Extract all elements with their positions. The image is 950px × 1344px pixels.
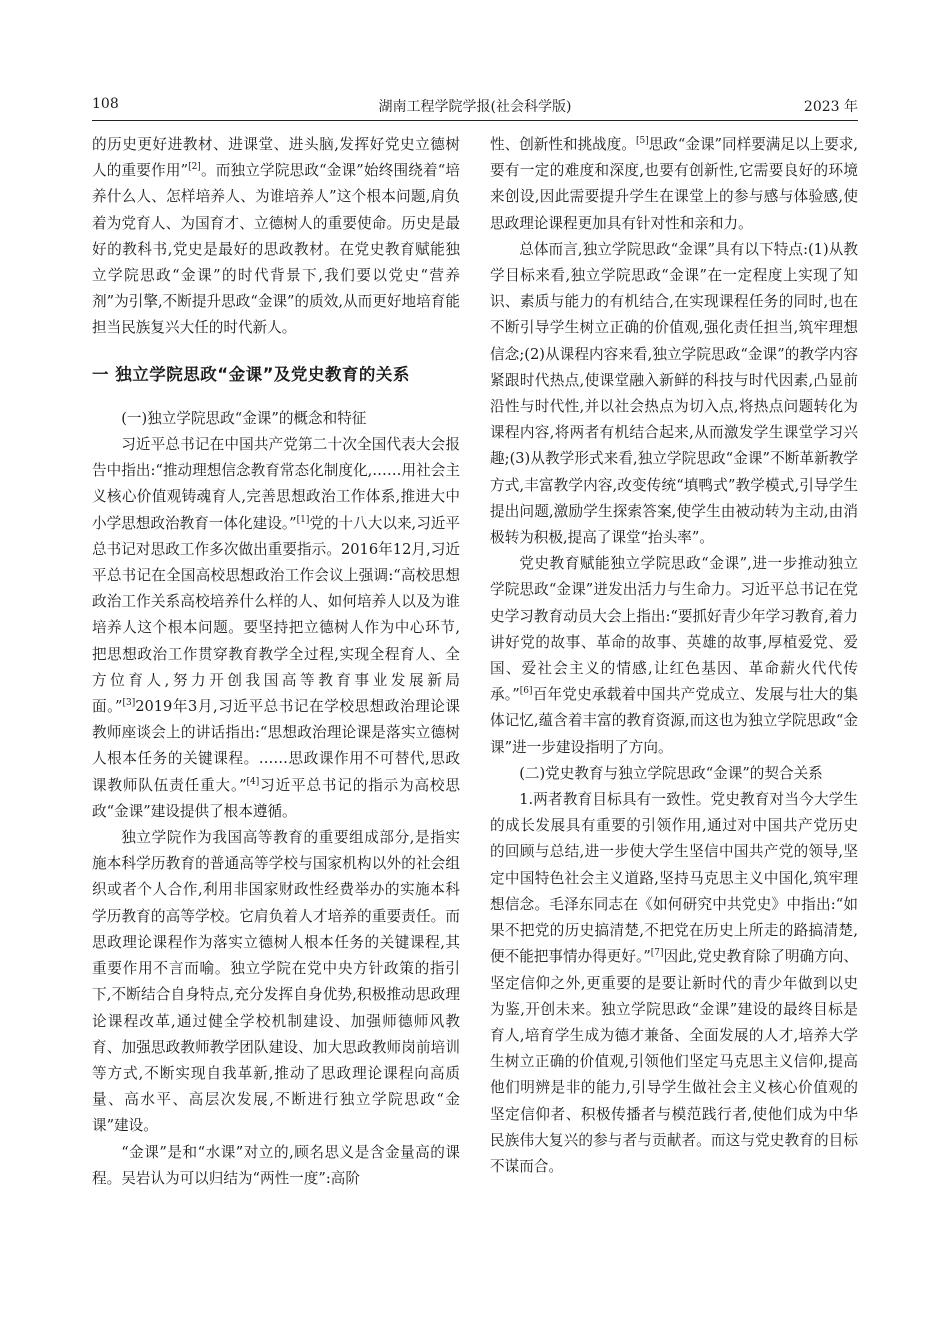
paragraph: 的历史更好进教材、进课堂、进头脑,发挥好党史立德树人的重要作用”[2]。而独立学院思政“金课”始终围绕着“培养什么人、怎样培养人、为谁培养人”这个根本问题,肩负着为党育人、为国育才、立德树人的重要使命。历史是最好的教科书,党史是最好的思政教材。在党史教育赋能独立学院思政“金课”的时代背景下,我们要以党史“营养剂”为引擎,不断提升思政“金课”的质效,从而更好地培育能担当民族复兴大任的时代新人。: [92, 136, 460, 337]
paragraph: 习近平总书记在中国共产党第二十次全国代表大会报告中指出:“推动理想信念教育常态化制度化,……用社会主义核心价值观铸魂育人,完善思想政治工作体系,推进大中小学思想政治教育一体化建设。”[1]党的十八大以来,习近平总书记对思政工作多次做出重要指示。2016年12月,习近平总书记在全国高校思想政治工作会议上强调:“高校思想政治工作关系高校培养什么样的人、如何培养人以及为谁培养人这个根本问题。要坚持把立德树人作为中心环节,把思想政治工作贯穿教育教学全过程,实现全程育人、全方位育人,努力开创我国高等教育事业发展新局面。”[3]2019年3月,习近平总书记在学校思想政治理论课教师座谈会上的讲话指出:“思想政治理论课是落实立德树人根本任务的关键课程。……思政课作用不可替代,思政课教师队伍责任重大。”[4]习近平总书记的指示为高校思政“金课”建设提供了根本遵循。: [92, 436, 461, 820]
subsection-heading: (二)党史教育与独立学院思政“金课”的契合关系: [519, 764, 823, 782]
citation: [3]: [122, 698, 136, 709]
citation: [5]: [635, 136, 649, 146]
citation: [7]: [650, 948, 664, 959]
page-number: 108: [92, 96, 119, 112]
citation: [6]: [519, 686, 533, 697]
paragraph: 1.两者教育目标具有一致性。党史教育对当今大学生的成长发展具有重要的引领作用,通过对中国共产党历史的回顾与总结,进一步使大学生坚信中国共产党的领导,坚定中国特色社会主义道路,坚持马克思主义中国化,筑牢理想信念。毛泽东同志在《如何研究中共党史》中指出:“如果不把党的历史搞清楚,不把党在历史上所走的路搞清楚,便不能把事情办得更好。”[7]因此,党史教育除了明确方向、坚定信仰之外,更重要的是要让新时代的青少年做到以史为鉴,开创未来。独立学院思政“金课”建设的最终目标是育人,培育学生成为德才兼备、全面发展的人才,培养大学生树立正确的价值观,引领他们坚定马克思主义信仰,提高他们明辨是非的能力,引导学生做社会主义核心价值观的坚定信仰者、积极传播者与模范践行者,使他们成为中华民族伟大复兴的参与者与贡献者。而这与党史教育的目标不谋而合。: [490, 791, 858, 1175]
citation: [2]: [188, 162, 201, 173]
paragraph: “金课”是和“水课”对立的,顾名思义是含金量高的课程。吴岩认为可以归结为“两性一度”:高阶: [92, 1143, 460, 1187]
paragraph: 党史教育赋能独立学院思政“金课”,进一步推动独立学院思政“金课”迸发出活力与生命力。习近平总书记在党史学习教育动员大会上指出:“要抓好青少年学习教育,着力讲好党的故事、革命的故事、英雄的故事,厚植爱党、爱国、爱社会主义的情感,让红色基因、革命薪火代代传承。”[6]百年党史承载着中国共产党成立、发展与壮大的集体记忆,蕴含着丰富的教育资源,而这也为独立学院思政“金课”进一步建设指明了方向。: [490, 555, 858, 756]
citation: [4]: [246, 776, 260, 787]
subsection-heading: (一)独立学院思政“金课”的概念和特征: [121, 409, 367, 427]
paragraph: 性、创新性和挑战度。[5]思政“金课”同样要满足以上要求,要有一定的难度和深度,也要有创新性,它需要良好的环境来创设,因此需要提升学生在课堂上的参与感与体验感,使思政理论课程更加具有针对性和亲和力。: [490, 136, 858, 232]
right-column: [490, 132, 858, 1180]
publication-year: 2023 年: [803, 99, 858, 115]
running-header: [92, 94, 858, 121]
left-column: [92, 132, 460, 1192]
citation: [1]: [296, 514, 310, 525]
section-heading: 一 独立学院思政“金课”及党史教育的关系: [92, 364, 410, 384]
paragraph: 总体而言,独立学院思政“金课”具有以下特点:(1)从教学目标来看,独立学院思政“金课”在一定程度上实现了知识、素质与能力的有机结合,在实现课程任务的同时,也在不断引导学生树立正确的价值观,强化责任担当,筑牢理想信念;(2)从课程内容来看,独立学院思政“金课”的教学内容紧跟时代热点,使课堂融入新鲜的科技与时代因素,凸显前沿性与时代性,并以社会热点为切入点,将热点问题转化为课程内容,将两者有机结合起来,从而激发学生课堂学习兴趣;(3)从教学形式来看,独立学院思政“金课”不断革新教学方式,丰富教学内容,改变传统“填鸭式”教学模式,引导学生提出问题,激励学生探索答案,使学生由被动转为主动,由消极转为积极,提高了课堂“抬头率”。: [490, 240, 858, 547]
paragraph: 独立学院作为我国高等教育的重要组成部分,是指实施本科学历教育的普通高等学校与国家机构以外的社会组织或者个人合作,利用非国家财政性经费举办的实施本科学历教育的高等学校。它肩负着人才培养的重要责任。而思政理论课程作为落实立德树人根本任务的关键课程,其重要作用不言而喻。独立学院在党中央方针政策的指引下,不断结合自身特点,充分发挥自身优势,积极推动思政理论课程改革,通过健全学校机制建设、加强师德师风教育、加强思政教师教学团队建设、加大思政教师岗前培训等方式,不断实现自我革新,推动了思政理论课程向高质量、高水平、高层次发展,不断进行独立学院思政“金课”建设。: [92, 829, 460, 1135]
journal-title: 湖南工程学院学报(社会科学版): [378, 99, 572, 115]
